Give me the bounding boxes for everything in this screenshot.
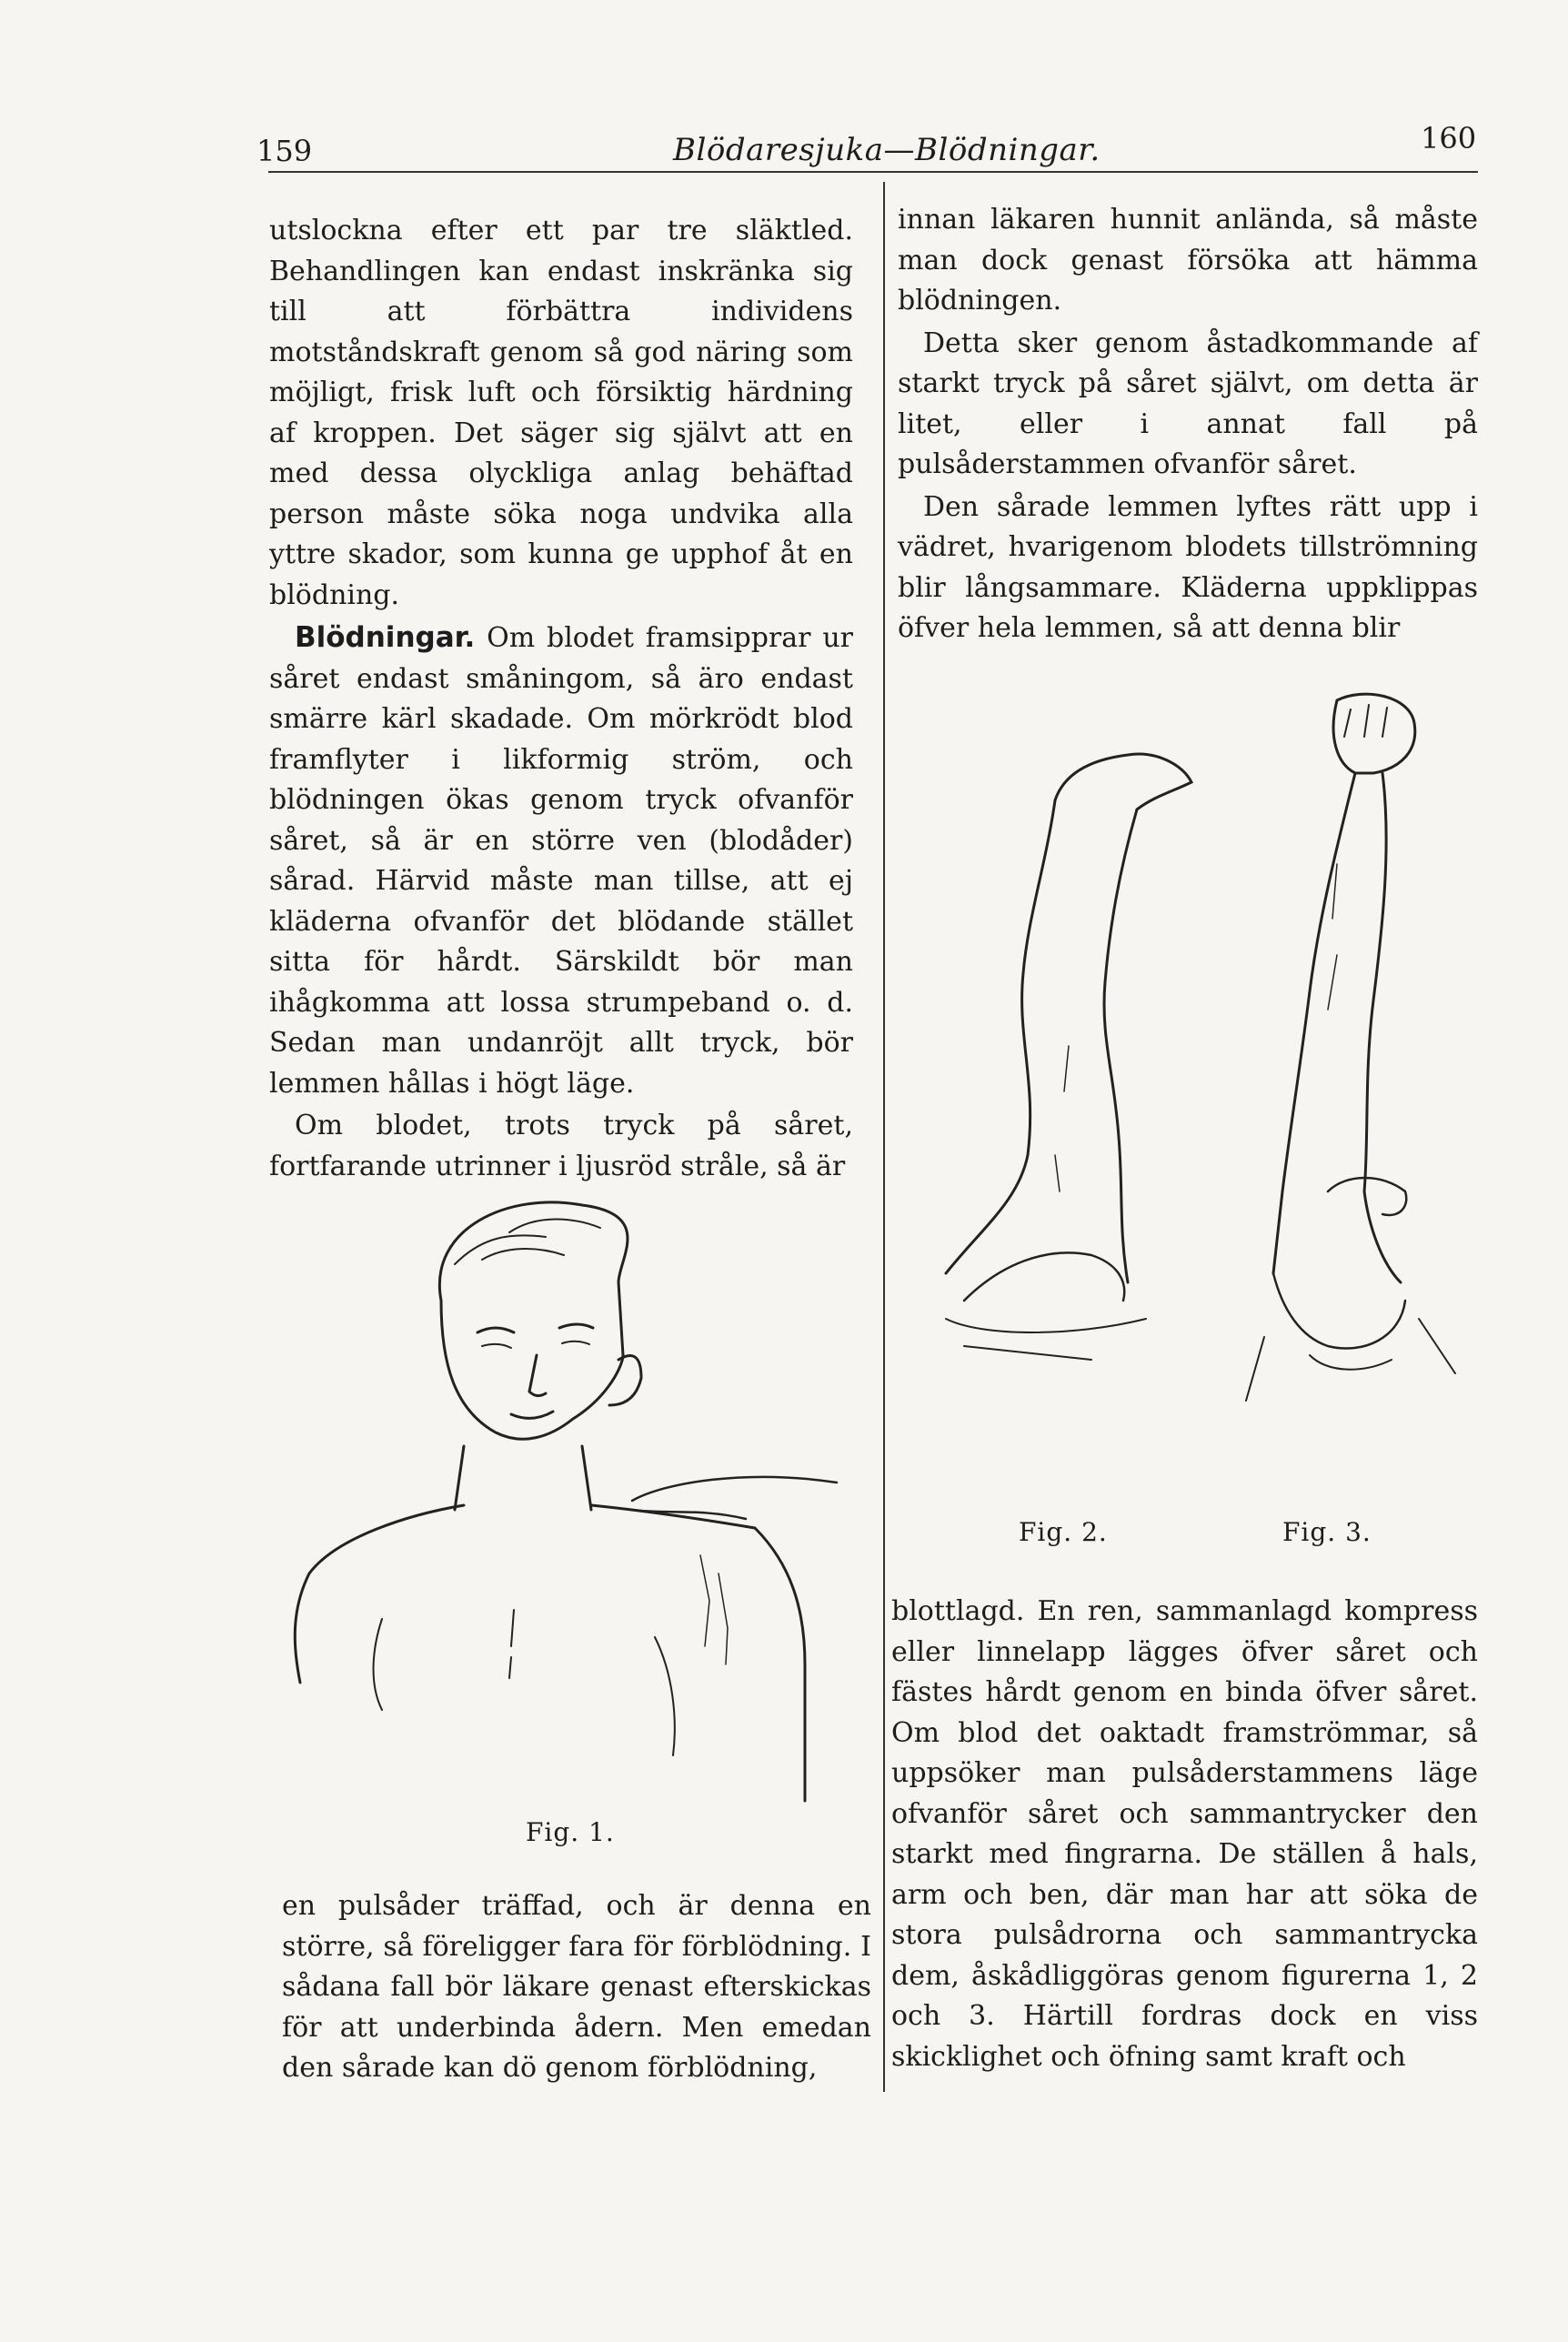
header-rule (268, 171, 1478, 173)
paragraph: Om blodet, trots tryck på såret, fortfarande utrinner i ljusröd stråle, så är (269, 1110, 853, 1182)
running-title: Blödaresjuka—Blödningar. (673, 132, 1101, 168)
fig2-leg-right (1104, 809, 1137, 1282)
page-number-left: 159 (256, 134, 313, 168)
right-column-upper (898, 200, 1478, 649)
left-column-upper (269, 211, 853, 1187)
paragraph: Detta sker genom åstadkommande af starkt tryck på såret självt, om detta är litet, eller i annat fall på pulsåderstammen ofvanför såret. (898, 327, 1478, 480)
paragraph: Den sårade lemmen lyftes rätt upp i vädret, hvarigenom blodets tillströmning blir långsammare. Kläderna uppklippas öfver hela lemmen, så att denna blir (898, 490, 1478, 644)
fig2-fig3-limb-illustration (910, 682, 1473, 1501)
hair-outline (439, 1202, 628, 1355)
paragraph: innan läkaren hunnit anlända, så måste man dock genast försöka att hämma blödningen. (898, 204, 1478, 317)
paragraph: en pulsåder träffad, och är denna en större, så föreligger fara för förblödning. I sådana fall bör läkare genast efterskickas för att underbinda ådern. Men emedan den sårade kan dö genom förblödning, (282, 1890, 871, 2084)
fig3-arm-left (1273, 773, 1355, 1273)
fig3-arm-right (1364, 773, 1401, 1282)
paragraph: Blödningar. Om blodet framsipprar ur såret endast småningom, så äro endast smärre kärl skadade. Om mörkrödt blod framflyter i likformig ström, och blödningen ökas genom tryck ofvanför såret, så är en större ven (blodåder) sårad. Härvid måste man tillse, att ej kläderna ofvanför det blödande stället sitta för hårdt. Särskildt bör man ihågkomma att lossa strumpeband o. d. Sedan man undanröjt allt tryck, bör lemmen hållas i högt läge. (269, 621, 853, 1100)
fig2-leg-left (946, 800, 1055, 1273)
page-number-right: 160 (1421, 121, 1477, 156)
paragraph: utslockna efter ett par tre släktled. Behandlingen kan endast inskränka sig till att förbättra individens motståndskraft genom så god näring som möjligt, frisk luft och försiktig härdning af kroppen. Det säger sig självt att en med dessa olyckliga anlag behäftad person måste söka noga undvika alla yttre skador, som kunna ge upphof åt en blödning. (269, 215, 853, 611)
column-divider (883, 182, 885, 2092)
paragraph: blottlagd. En ren, sammanlagd kompress eller linnelapp lägges öfver såret och fästes hårdt genom en binda öfver såret. Om blod det oaktadt framströmmar, så uppsöker man pulsåderstammens läge ofvanför såret och sammantrycker den starkt med fingrarna. De ställen å hals, arm och ben, där man har att söka de stora pulsådrorna och sammantrycka dem, åskådliggöras genom figurerna 1, 2 och 3. Härtill fordras dock en viss skicklighet och öfning samt kraft och (891, 1595, 1478, 2073)
page-header (0, 114, 1568, 168)
fig1-caption: Fig. 1. (526, 1817, 615, 1847)
fig3-caption: Fig. 3. (1282, 1517, 1372, 1547)
section-heading: Blödningar. (295, 621, 476, 654)
fig2-caption: Fig. 2. (1019, 1517, 1108, 1547)
right-column-lower (891, 1592, 1478, 2077)
left-column-lower (282, 1886, 871, 2089)
fig1-neck-illustration (273, 1173, 855, 1810)
fig2-foot (1055, 754, 1191, 809)
